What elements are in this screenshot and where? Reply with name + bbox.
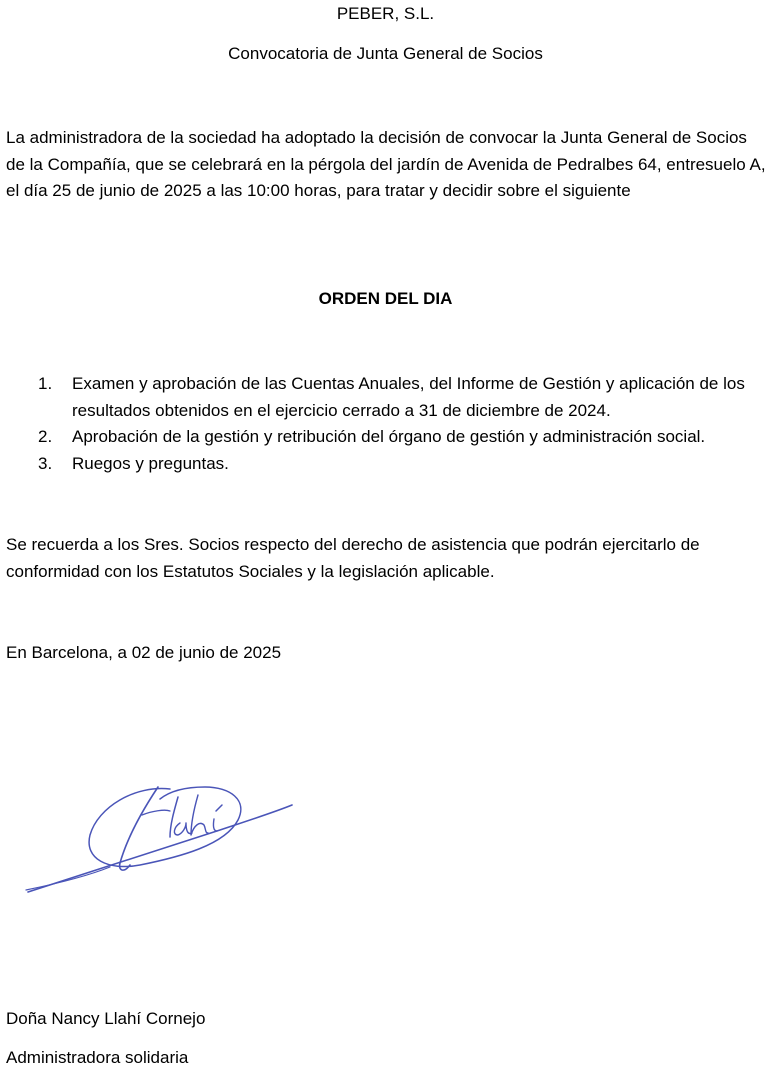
agenda-item-1 [38, 371, 768, 424]
place-date: En Barcelona, a 02 de junio de 2025 [6, 643, 282, 662]
document-title: Convocatoria de Junta General de Socios [228, 44, 543, 63]
signer-role: Administradora solidaria [6, 1048, 189, 1067]
intro-paragraph: La administradora de la sociedad ha adoptado la decisión de convocar la Junta General de Socios de la Compañía, que se celebrará en la pérgola del jardín de Avenida de Pedralbes 64, entresuelo A, el día 25 de junio de 2025 a las 10:00 horas, para tratar y decidir sobre el siguiente [6, 128, 766, 200]
agenda-item-text: Ruegos y preguntas. [72, 453, 229, 473]
agenda-item-3 [38, 451, 768, 478]
agenda-item-number: 3. [38, 453, 53, 473]
agenda-list [38, 371, 768, 477]
agenda-item-2 [38, 424, 768, 451]
reminder-paragraph: Se recuerda a los Sres. Socios respecto del derecho de asistencia que podrán ejercitarlo de conformidad con los Estatutos Sociales y la legislación aplicable. [6, 535, 700, 581]
agenda-item-number: 1. [38, 374, 53, 393]
agenda-heading: ORDEN DEL DIA [318, 289, 453, 308]
agenda-item-number: 2. [38, 427, 53, 446]
agenda-item-text: Examen y aprobación de las Cuentas Anuales, del Informe de Gestión y aplicación de los resultados obtenidos en el ejercicio cerrado a 31 de diciembre de 2024. [72, 374, 745, 420]
agenda-item-text: Aprobación de la gestión y retribución del órgano de gestión y administración social. [72, 427, 706, 446]
company-name: PEBER, S.L. [336, 4, 435, 23]
signer-name: Doña Nancy Llahí Cornejo [6, 1009, 206, 1028]
handwritten-signature [20, 775, 300, 900]
